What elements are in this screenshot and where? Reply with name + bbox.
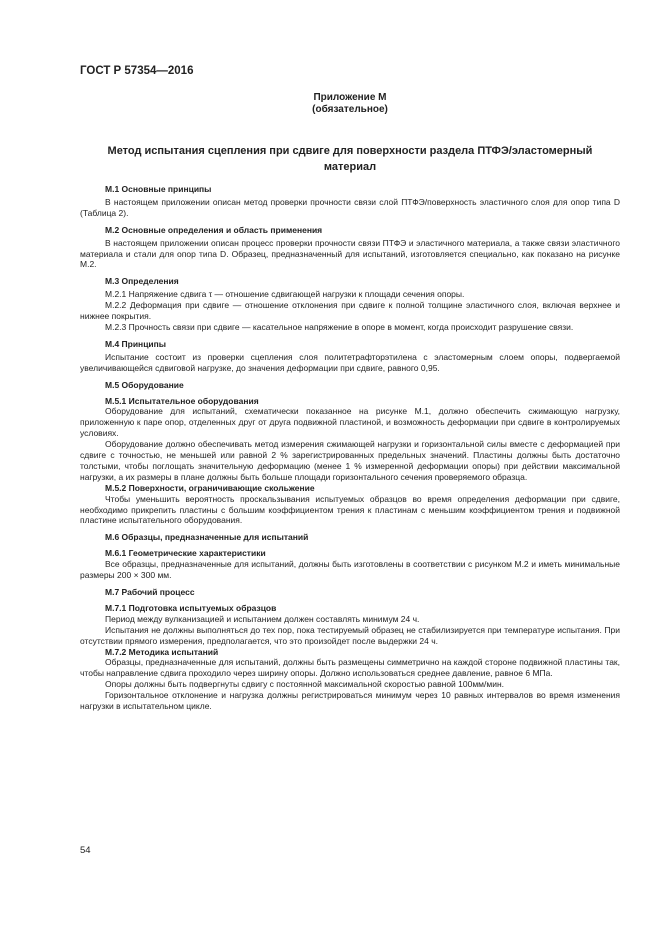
section-heading-m6: М.6 Образцы, предназначенные для испытаний bbox=[105, 532, 309, 543]
section-heading-m5: М.5 Оборудование bbox=[105, 379, 184, 390]
paragraph: М.2.2 Деформация при сдвиге — отношение отклонения при сдвиге к полной толщине эластичного слоя, включая верхнее и нижнее покрытия. bbox=[80, 300, 620, 322]
paragraph: Опоры должны быть подвергнуты сдвигу с постоянной максимальной скоростью равной 100мм/мин. bbox=[105, 679, 505, 690]
paragraph: Период между вулканизацией и испытанием должен составлять минимум 24 ч. bbox=[105, 613, 420, 624]
paragraph: Чтобы уменьшить вероятность проскальзывания испытуемых образцов во время определения деформации при сдвиге, необходимо прикрепить пластины с большим коэффициентом трения к пластинам с меньшим коэффициентом трения и подвижной пластине испытательного оборудования. bbox=[80, 493, 620, 526]
paragraph: Образцы, предназначенные для испытаний, должны быть размещены симметрично на каждой стороне подвижной пластины так, чтобы направление сдвига проходило через ширину опоры. Должно использоваться среднее давление, равное 6 МПа. bbox=[80, 657, 620, 679]
section-heading-m4: М.4 Принципы bbox=[105, 338, 167, 349]
title-line-2: материал bbox=[323, 161, 377, 173]
paragraph: Оборудование должно обеспечивать метод измерения сжимающей нагрузки и горизонтальной силы вместе с деформацией при сдвиге с точностью, не меньшей или равной 2 % зарегистрированных предельных значений. Пластины должны быть достаточно толстыми, чтобы поглощать значительную деформацию (менее 1 % измеренной деформации опоры) при действии максимальной нагрузки, а их размеры в плане должны быть больше площади горизонтального сечения проверяемого образца. bbox=[80, 439, 620, 482]
paragraph: В настоящем приложении описан процесс проверки прочности связи ПТФЭ и эластичного материала, а также связи эластичного материала и стали для опор типа D. Образец, предназначенный для испытаний, изготовляется специально, как показано на рисунке М.2. bbox=[80, 237, 620, 270]
section-heading-m1: М.1 Основные принципы bbox=[105, 184, 212, 194]
subsection-heading-m6-1: М.6.1 Геометрические характеристики bbox=[105, 548, 266, 559]
subsection-heading-m5-2: М.5.2 Поверхности, ограничивающие скольжение bbox=[105, 482, 315, 493]
section-heading-m2: М.2 Основные определения и область применения bbox=[105, 224, 323, 235]
document-body bbox=[80, 184, 620, 712]
paragraph: Испытания не должны выполняться до тех пор, пока тестируемый образец не стабилизируется при температуре испытания. При отсутствии прямого измерения, предполагается, что это произойдет после выдержки 24 ч. bbox=[80, 624, 620, 646]
title-line-1: Метод испытания сцепления при сдвиге для поверхности раздела ПТФЭ/эластомерный bbox=[107, 145, 593, 157]
document-title bbox=[90, 143, 610, 175]
page-number: 54 bbox=[80, 845, 91, 856]
paragraph: Оборудование для испытаний, схематически показанное на рисунке М.1, должно обеспечить сжимающую нагрузку, приложенную к паре опор, отделенных друг от друга подвижной пластиной, и возможность деформации при сдвиге в контролируемых условиях. bbox=[80, 406, 620, 439]
subsection-heading-m7-1: М.7.1 Подготовка испытуемых образцов bbox=[105, 602, 277, 613]
paragraph: М.2.1 Напряжение сдвига τ — отношение сдвигающей нагрузки к площади сечения опоры. bbox=[105, 289, 465, 300]
paragraph: В настоящем приложении описан метод проверки прочности связи слой ПТФЭ/поверхность эластичного слоя для опор типа D (Таблица 2). bbox=[80, 196, 620, 218]
subsection-heading-m5-1: М.5.1 Испытательное оборудования bbox=[105, 395, 259, 406]
subsection-heading-m7-2: М.7.2 Методика испытаний bbox=[105, 646, 219, 657]
standard-header: ГОСТ Р 57354—2016 bbox=[80, 65, 194, 77]
appendix-status: (обязательное) bbox=[312, 104, 388, 115]
paragraph: Испытание состоит из проверки сцепления слоя политетрафторэтилена с эластомерным слоем опоры, подвергаемой увеличивающейся сдвиговой нагрузке, до значения деформации при сдвиге, равного 0,95. bbox=[80, 351, 620, 373]
section-heading-m3: М.3 Определения bbox=[105, 276, 179, 287]
paragraph: М.2.3 Прочность связи при сдвиге — касательное напряжение в опоре в момент, когда происходит разрушение связи. bbox=[105, 321, 574, 332]
paragraph: Горизонтальное отклонение и нагрузка должны регистрироваться минимум через 10 равных интервалов во время изменения нагрузки в испытательном цикле. bbox=[80, 690, 620, 712]
appendix-label: Приложение М bbox=[313, 92, 387, 103]
section-heading-m7: М.7 Рабочий процесс bbox=[105, 587, 195, 597]
paragraph: Все образцы, предназначенные для испытаний, должны быть изготовлены в соответствии с рисунком М.2 и иметь минимальные размеры 200 × 300 мм. bbox=[80, 559, 620, 581]
